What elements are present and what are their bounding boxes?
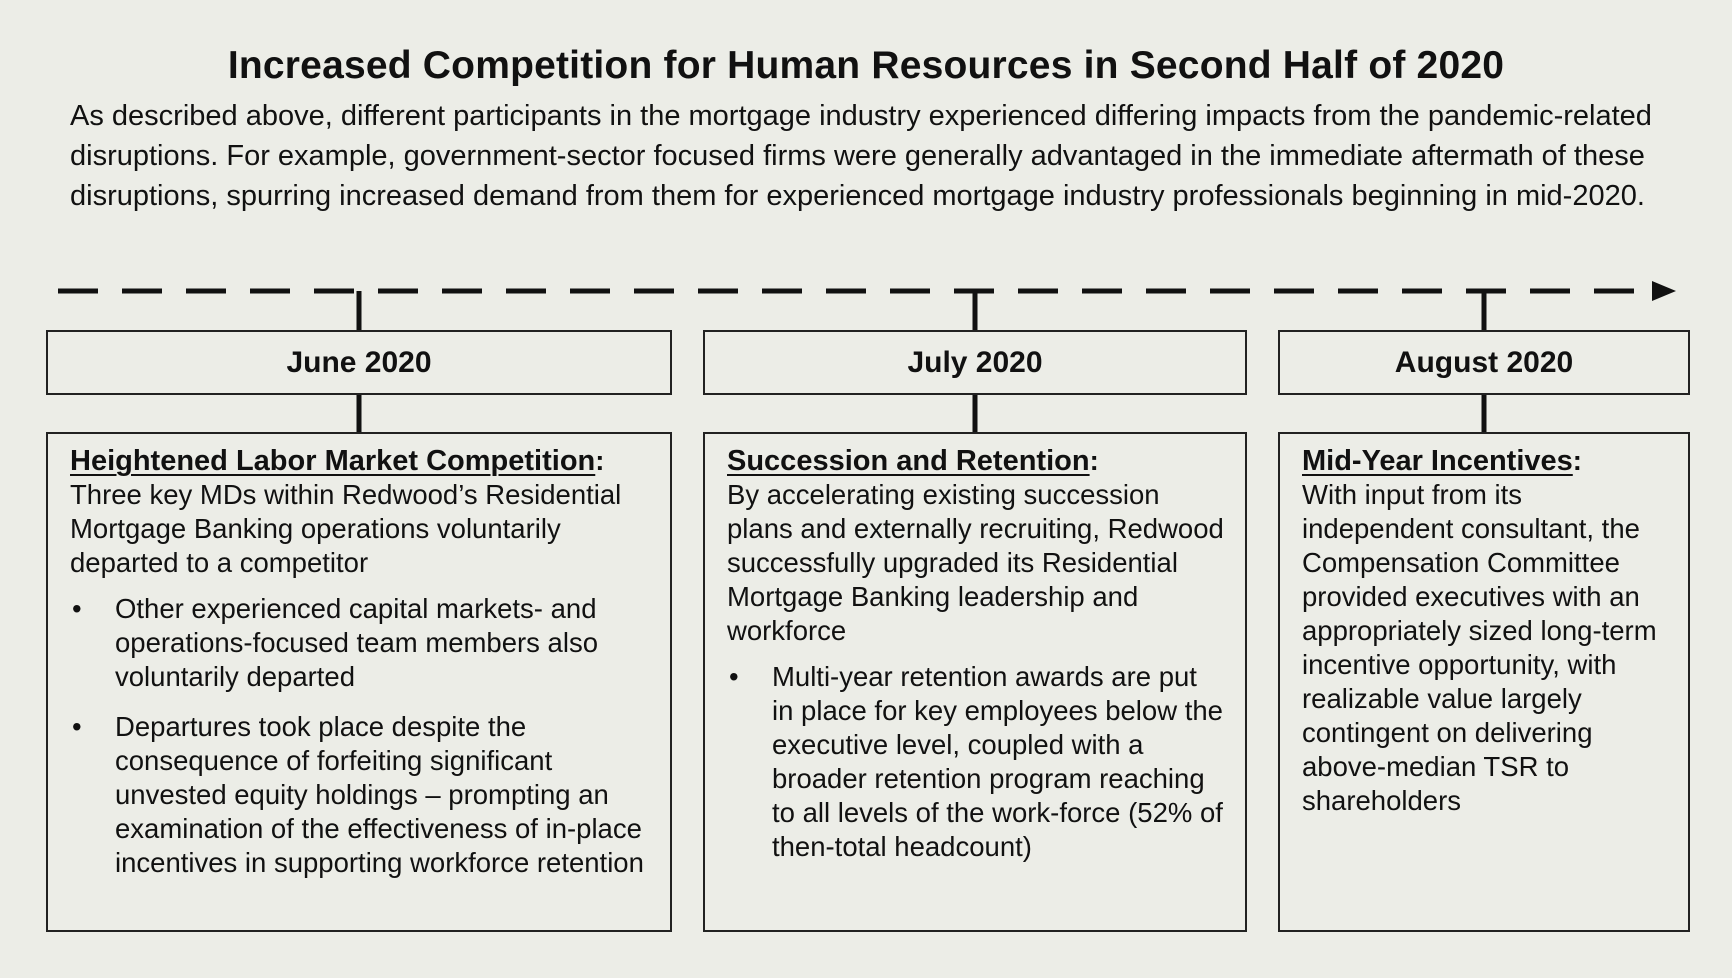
bullet-list [727,660,1225,864]
section-heading: Heightened Labor Market Competition [70,445,596,477]
section-heading: Mid-Year Incentives [1302,445,1573,477]
intro-paragraph: As described above, different participants in the mortgage industry experienced differing impacts from the pandemic-related disruptions. For example, government-sector focused firms were generally advantaged in the immediate aftermath of these disruptions, spurring increased demand from them for experienced mortgage industry professionals beginning in mid-2020. [70,100,1652,212]
date-label: August 2020 [1394,345,1574,379]
page-title: Increased Competition for Human Resources in Second Half of 2020 [227,44,1505,87]
date-label: June 2020 [286,345,432,379]
bullet-item: • Departures took place despite the consequence of forfeiting significant unvested equity holdings – prompting an examination of the effectiveness of in-place incentives in supporting workforce retention [70,710,650,880]
section-heading: Succession and Retention [727,445,1090,477]
content-box-july: Succession and Retention: By accelerating existing succession plans and externally recruiting, Redwood successfully upgraded its Residential Mortgage Banking leadership and workforce • Multi-year retention awards are put in place for key employees below the executive level, coupled with a broader retention program reaching to all levels of the work-force (52% of then-total headcount) [703,432,1247,932]
bullet-item: • Multi-year retention awards are put in place for key employees below the executive level, coupled with a broader retention program reaching to all levels of the work-force (52% of then-total headcount) [727,660,1225,864]
section-body: Three key MDs within Redwood’s Residential Mortgage Banking operations voluntarily departed to a competitor [70,479,622,578]
content-box-august: Mid-Year Incentives: With input from its independent consultant, the Compensation Committee provided executives with an appropriately sized long-term incentive opportunity, with realizable value largely contingent on delivering above-median TSR to shareholders [1278,432,1690,932]
bullet-item: • Other experienced capital markets- and operations-focused team members also voluntarily departed [70,592,650,694]
date-box-july [703,330,1247,395]
date-box-june [46,330,672,395]
arrow-right-icon [1652,281,1676,301]
section-body: By accelerating existing succession plans and externally recruiting, Redwood successfully upgraded its Residential Mortgage Banking leadership and workforce [727,479,1224,646]
date-box-august [1278,330,1690,395]
content-box-june: Heightened Labor Market Competition: Three key MDs within Redwood’s Residential Mortgage Banking operations voluntarily departed to a competitor • Other experienced capital markets- and operations-focused team members also voluntarily departed • Departures took place despite the consequence of forfeiting significant unvested equity holdings – prompting an examination of the effectiveness of in-place incentives in supporting workforce retention [46,432,672,932]
section-body: With input from its independent consultant, the Compensation Committee provided executives with an appropriately sized long-term incentive opportunity, with realizable value largely contingent on delivering above-median TSR to shareholders [1302,479,1657,816]
bullet-list [70,592,650,880]
date-label: July 2020 [907,345,1043,379]
